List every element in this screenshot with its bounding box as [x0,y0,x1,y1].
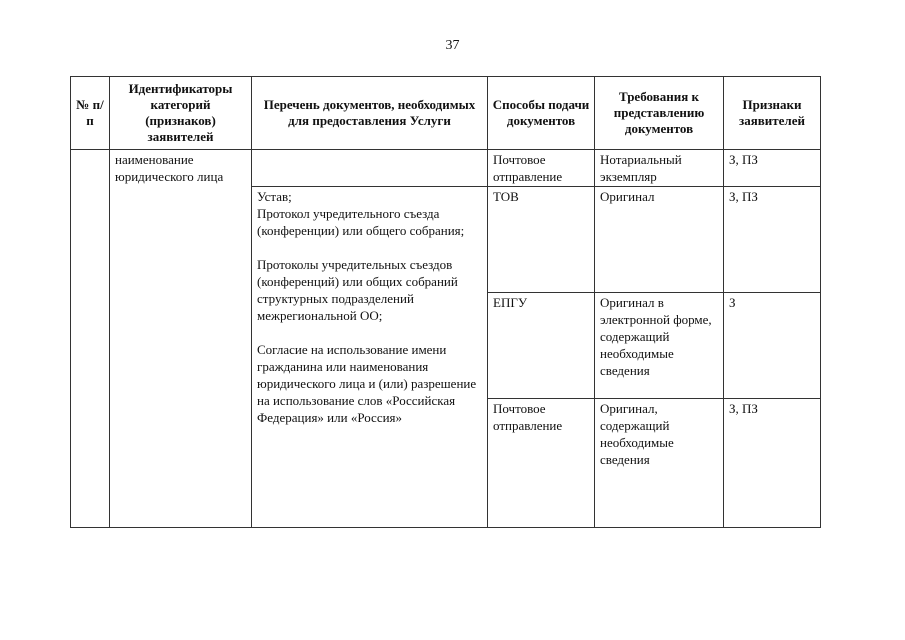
cell-identifier: наименование юридического лица [110,150,252,528]
documents-table [70,76,821,528]
cell-number [71,150,110,528]
header-submission-methods: Способы подачи документов [488,77,595,150]
cell-requirement: Оригинал, содержащий необходимые сведения [595,399,724,528]
cell-requirement: Нотариальный экземпляр [595,150,724,187]
cell-method: Почтовое отправление [488,150,595,187]
header-number: № п/п [71,77,110,150]
document-item: Согласие на использование имени гражданина или наименования юридического лица и (или) разрешение на использование слов «Российская Федерация» или «Россия» [257,342,477,425]
cell-method: ТОВ [488,187,595,293]
cell-signs: З, ПЗ [724,187,821,293]
document-item: Протоколы учредительных съездов (конференций) или общих собраний структурных подразделений межрегиональной ОО; [257,257,458,323]
cell-signs: З [724,293,821,399]
table-header-row [71,77,821,150]
cell-method: Почтовое отправление [488,399,595,528]
cell-documents [252,187,488,528]
cell-requirement: Оригинал в электронной форме, содержащий необходимые сведения [595,293,724,399]
page-number: 37 [445,38,460,53]
header-identifiers: Идентификаторы категорий (признаков) заявителей [110,77,252,150]
table-row [71,150,821,187]
cell-method: ЕПГУ [488,293,595,399]
document-item: Устав; Протокол учредительного съезда (конференции) или общего собрания; [257,189,465,238]
header-documents-list: Перечень документов, необходимых для предоставления Услуги [252,77,488,150]
cell-signs: З, ПЗ [724,150,821,187]
cell-signs: З, ПЗ [724,399,821,528]
cell-requirement: Оригинал [595,187,724,293]
header-applicant-signs: Признаки заявителей [724,77,821,150]
cell-documents-empty [252,150,488,187]
header-requirements: Требования к представлению документов [595,77,724,150]
